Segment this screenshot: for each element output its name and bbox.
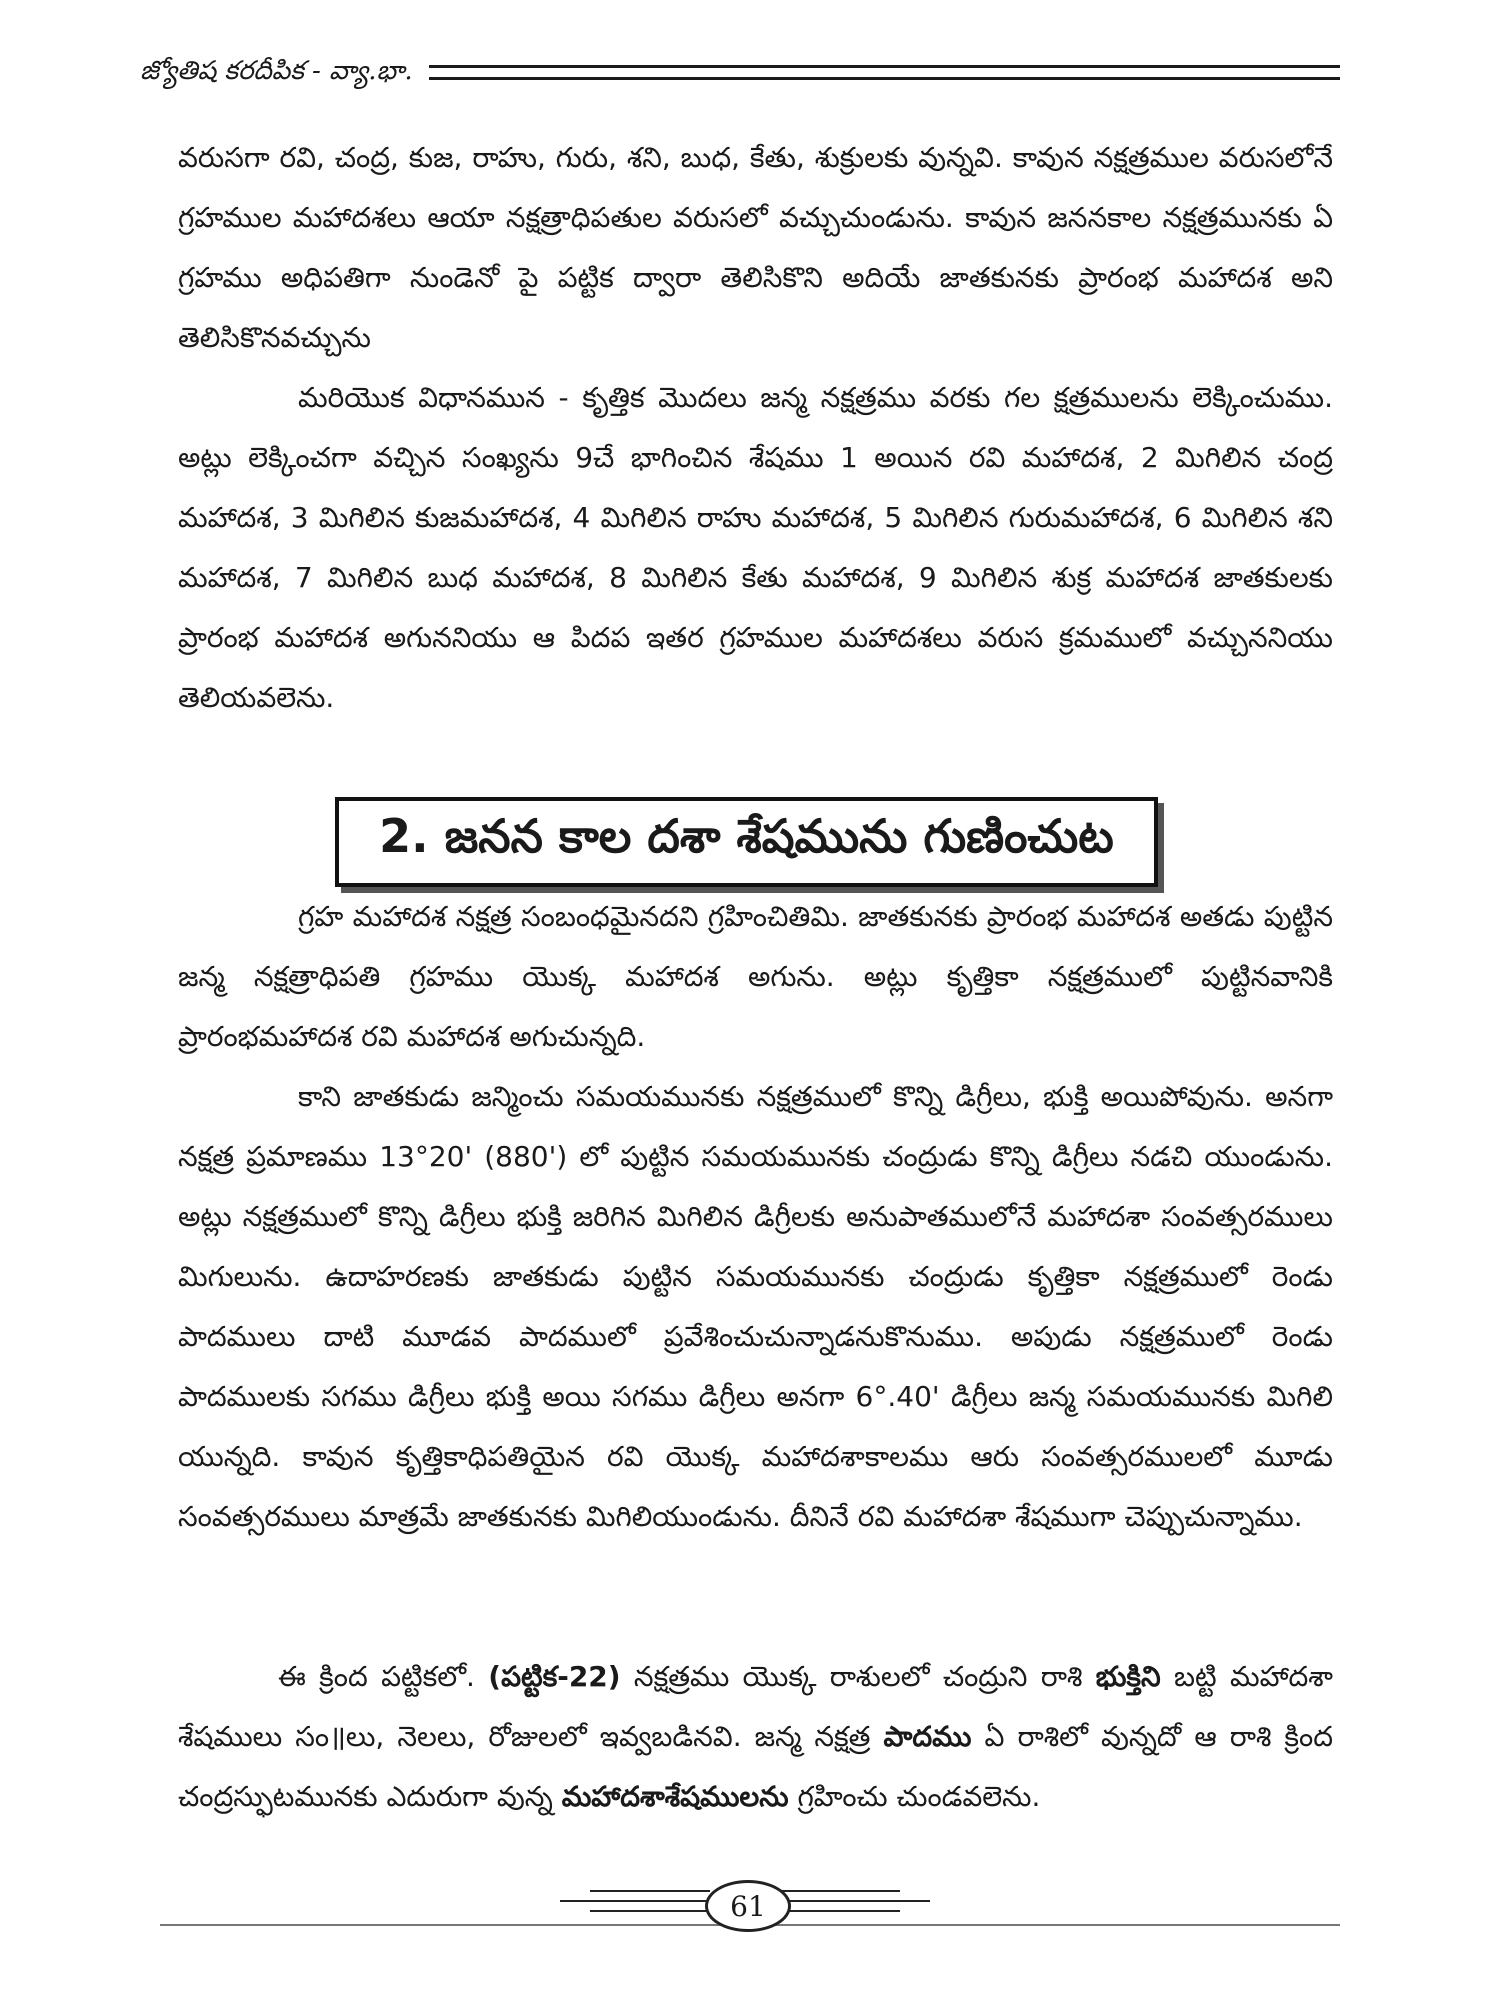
p5-text-c: నక్షత్రము యొక్క రాశులలో చంద్రుని రాశి: [620, 1660, 1096, 1693]
footer-ornament-line: [780, 1900, 930, 1902]
p5-text-a: ఈ క్రింద పట్టికలో.: [278, 1660, 489, 1693]
p5-text-g: ఏ రాశిలో వున్నదో ఆ రాశి క్రింద చంద్రస్ఫుటమునకు ఎదురుగా వున్న: [178, 1720, 1333, 1813]
p5-bold-padamu: పాదము: [883, 1720, 972, 1753]
section-heading: 2. జనన కాల దశా శేషమును గుణించుట: [335, 797, 1158, 887]
paragraph-4: కాని జాతకుడు జన్మించు సమయమునకు నక్షత్రములో కొన్ని డిగ్రీలు, భుక్తి అయిపోవును. అనగా నక్షత్ర ప్రమాణము 13°20' (880') లో పుట్టిన సమయమునకు చంద్రుడు కొన్ని డిగ్రీలు నడచి యుండును. అట్లు నక్షత్రములో కొన్ని డిగ్రీలు భుక్తి జరిగిన మిగిలిన డిగ్రీలకు అనుపాతములోనే మహాదశా సంవత్సరములు మిగులును. ఉదాహరణకు జాతకుడు పుట్టిన సమయమునకు చంద్రుడు కృత్తికా నక్షత్రములో రెండు పాదములు దాటి మూడవ పాదములో ప్రవేశించుచున్నాడనుకొనుము. అపుడు నక్షత్రములో రెండు పాదములకు సగము డిగ్రీలు భుక్తి అయి సగము డిగ్రీలు అనగా 6°.40' డిగ్రీలు జన్మ సమయమునకు మిగిలి యున్నది. కావున కృత్తికాధిపతియైన రవి యొక్క మహాదశాకాలము ఆరు సంవత్సరములలో మూడు సంవత్సరములు మాత్రమే జాతకునకు మిగిలియుండును. దీనినే రవి మహాదశా శేషముగా చెప్పుచున్నాము.: [178, 1080, 1333, 1533]
running-header: [140, 52, 1340, 92]
footer-ornament-line: [780, 1890, 900, 1892]
footer-ornament-line: [560, 1900, 710, 1902]
header-rule: [429, 65, 1340, 80]
footer-ornament-line: [590, 1910, 710, 1912]
book-title: జ్యోతిష కరదీపిక - వ్యా.భా.: [140, 56, 413, 86]
page-footer: [160, 1880, 1340, 1930]
paragraph-1: వరుసగా రవి, చంద్ర, కుజ, రాహు, గురు, శని, బుధ, కేతు, శుక్రులకు వున్నవి. కావున నక్షత్రముల వరుసలోనే గ్రహముల మహాదశలు ఆయా నక్షత్రాధిపతుల వరుసలో వచ్చుచుండును. కావున జననకాల నక్షత్రమునకు ఏ గ్రహము అధిపతిగా నుండెనో పై పట్టిక ద్వారా తెలిసికొని అదియే జాతకునకు ప్రారంభ మహాదశ అని తెలిసికొనవచ్చును: [178, 141, 1333, 354]
p5-bold-bhukti: భుక్తిని: [1095, 1660, 1161, 1693]
p5-bold-mahadasa: మహాదశాశేషములను: [561, 1780, 789, 1813]
footer-ornament-line: [780, 1910, 900, 1912]
p5-text-e: బట్టి మహాదశా శేషములు సం॥లు, నెలలు, రోజులలో ఇవ్వబడినవి. జన్మ నక్షత్ర: [178, 1660, 1333, 1753]
paragraph-2: మరియొక విధానమున - కృత్తిక మొదలు జన్మ నక్షత్రము వరకు గల క్షత్రములను లెక్కించుము. అట్లు లెక్కించగా వచ్చిన సంఖ్యను 9చే భాగించిన శేషము 1 అయిన రవి మహాదశ, 2 మిగిలిన చంద్ర మహాదశ, 3 మిగిలిన కుజమహాదశ, 4 మిగిలిన రాహు మహాదశ, 5 మిగిలిన గురుమహాదశ, 6 మిగిలిన శని మహాదశ, 7 మిగిలిన బుధ మహాదశ, 8 మిగిలిన కేతు మహాదశ, 9 మిగిలిన శుక్ర మహాదశ జాతకులకు ప్రారంభ మహాదశ అగుననియు ఆ పిదప ఇతర గ్రహముల మహాదశలు వరుస క్రమములో వచ్చుననియు తెలియవలెను.: [178, 381, 1333, 714]
paragraph-3: గ్రహ మహాదశ నక్షత్ర సంబంధమైనదని గ్రహించితిమి. జాతకునకు ప్రారంభ మహాదశ అతడు పుట్టిన జన్మ నక్షత్రాధిపతి గ్రహము యొక్క మహాదశ అగును. అట్లు కృత్తికా నక్షత్రములో పుట్టినవానికి ప్రారంభమహాదశ రవి మహాదశ అగుచున్నది.: [178, 900, 1333, 1053]
paragraph-5: [178, 1647, 1333, 1827]
table-reference: (పట్టిక-22): [488, 1660, 621, 1693]
footer-ornament-line: [590, 1890, 710, 1892]
page-number: 61: [705, 1880, 791, 1932]
p5-text-i: గ్రహించు చుండవలెను.: [788, 1780, 1041, 1813]
